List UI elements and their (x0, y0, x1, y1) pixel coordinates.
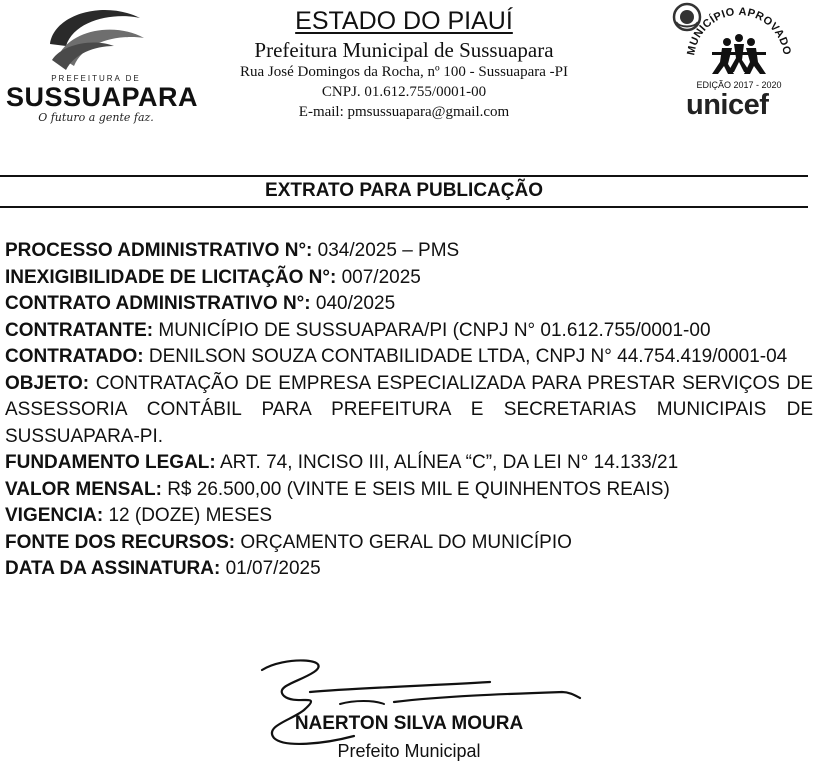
state-title: ESTADO DO PIAUÍ (295, 7, 513, 35)
field-label: CONTRATANTE: (5, 319, 154, 341)
logo-swoosh-icon (44, 4, 148, 76)
unicef-seal (664, 2, 814, 127)
field-label: DATA DA ASSINATURA: (5, 558, 221, 579)
field-label: VIGENCIA: (5, 505, 104, 526)
field-processo (5, 238, 813, 265)
field-value: 040/2025 (310, 293, 396, 314)
field-label: FUNDAMENTO LEGAL: (5, 452, 216, 473)
municipality-logo (6, 4, 199, 129)
field-valor (5, 477, 813, 504)
svg-text:MUNICÍPIO APROVADO: MUNICÍPIO APROVADO (685, 5, 793, 57)
field-label: VALOR MENSAL: (5, 478, 162, 500)
field-value: DENILSON SOUZA CONTABILIDADE LTDA, CNPJ N° 44.754.419/0001-04 (143, 346, 788, 367)
field-value: ART. 74, INCISO III, ALÍNEA “C”, DA LEI N° 14.133/21 (215, 452, 679, 473)
field-label: PROCESSO ADMINISTRATIVO N°: (5, 240, 313, 261)
field-value: 12 (DOZE) MESES (103, 505, 273, 526)
field-inexigibilidade (5, 265, 813, 292)
field-contratado (5, 344, 813, 371)
field-contrato (5, 291, 813, 318)
field-label: CONTRATO ADMINISTRATIVO N°: (5, 293, 311, 314)
letterhead (188, 6, 620, 122)
field-value: ORÇAMENTO GERAL DO MUNICÍPIO (235, 531, 572, 553)
title-rule-top (0, 175, 808, 177)
handwritten-signature (244, 652, 584, 752)
field-fundamento (5, 450, 813, 477)
field-vigencia (5, 503, 813, 530)
field-value: MUNICÍPIO DE SUSSUAPARA/PI (CNPJ N° 01.612.755/0001-00 (153, 319, 711, 341)
field-value: R$ 26.500,00 (VINTE E SEIS MIL E QUINHENTOS REAIS) (161, 478, 670, 500)
field-label: CONTRATADO: (5, 346, 144, 367)
field-objeto (5, 371, 813, 451)
address: Rua José Domingos da Rocha, nº 100 - Sussuapara -PI (240, 64, 568, 80)
field-label: FONTE DOS RECURSOS: (5, 531, 236, 553)
logo-slogan: O futuro a gente faz. (38, 111, 154, 124)
prefeitura-name: Prefeitura Municipal de Sussuapara (254, 38, 554, 62)
field-data (5, 556, 813, 583)
svg-text:EDIÇÃO 2017 - 2020: EDIÇÃO 2017 - 2020 (696, 80, 782, 90)
field-label: INEXIGIBILIDADE DE LICITAÇÃO N°: (5, 266, 337, 288)
field-fonte (5, 530, 813, 557)
document-title: EXTRATO PARA PUBLICAÇÃO (265, 180, 543, 201)
field-contratante (5, 318, 813, 345)
field-value: 034/2025 – PMS (312, 240, 460, 261)
signer-name: NAERTON SILVA MOURA (294, 713, 524, 734)
logo-city-name: SUSSUAPARA (6, 82, 199, 112)
field-value: 007/2025 (336, 266, 421, 288)
unicef-wordmark: unicef (686, 89, 769, 121)
field-label: OBJETO: (5, 372, 90, 394)
signer-name-line (0, 712, 818, 736)
unicef-globe-icon (672, 2, 702, 32)
signer-role: Prefeito Municipal (337, 741, 481, 761)
cnpj: CNPJ. 01.612.755/0001-00 (321, 84, 487, 100)
field-value: 01/07/2025 (220, 558, 321, 579)
logo-prefeitura-text: PREFEITURA DE (51, 74, 141, 83)
field-value: CONTRATAÇÃO DE EMPRESA ESPECIALIZADA PARA PRESTAR SERVIÇOS DE ASSESSORIA CONTÁBIL PARA PREFEITURA E SECRETARIAS MUNICIPAIS DE SUSSUAPARA-PI. (5, 372, 813, 447)
title-rule-bottom (0, 206, 808, 208)
email: E-mail: pmsussuapara@gmail.com (298, 104, 510, 120)
extract-body (5, 238, 813, 583)
